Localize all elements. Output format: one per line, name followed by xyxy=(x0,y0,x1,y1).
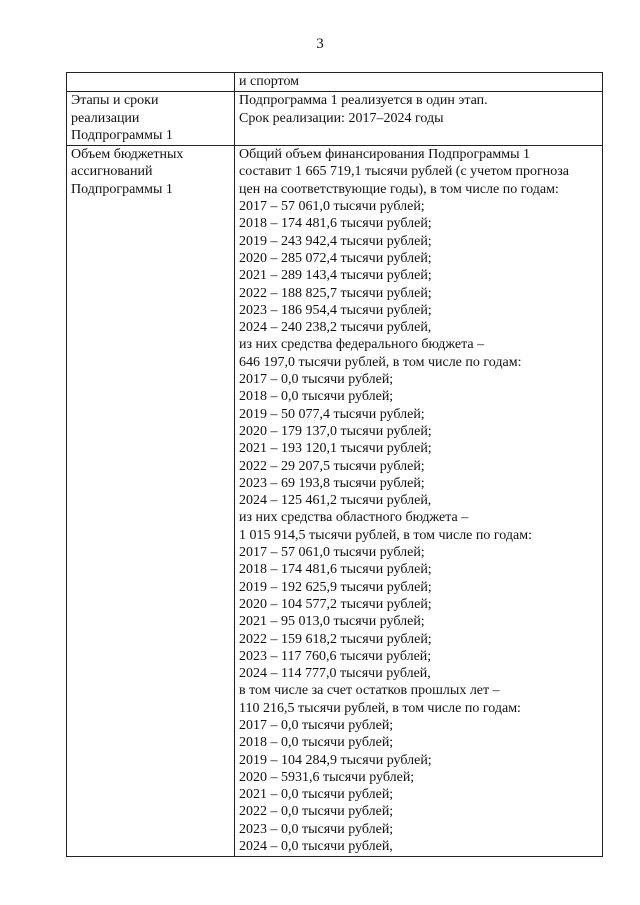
value-line: 2023 – 117 760,6 тысячи рублей; xyxy=(239,648,432,664)
row-label-cell xyxy=(67,146,235,857)
value-line: 2024 – 0,0 тысячи рублей, xyxy=(239,839,393,855)
value-line: 2017 – 0,0 тысячи рублей; xyxy=(239,372,394,388)
table-row xyxy=(67,146,603,857)
program-passport-table xyxy=(66,72,603,857)
value-line: 2021 – 0,0 тысячи рублей; xyxy=(239,787,394,803)
value-line: 2021 – 289 143,4 тысячи рублей; xyxy=(239,268,432,284)
value-line: 2024 – 114 777,0 тысячи рублей, xyxy=(239,666,431,682)
value-line: из них средства областного бюджета – xyxy=(239,510,469,526)
value-line: 2019 – 243 942,4 тысячи рублей; xyxy=(239,233,432,249)
row-value-cell xyxy=(235,92,603,146)
value-line: 2021 – 193 120,1 тысячи рублей; xyxy=(239,441,432,457)
label-line: Подпрограммы 1 xyxy=(71,181,173,197)
value-line: 2022 – 188 825,7 тысячи рублей; xyxy=(239,285,432,301)
row-label-cell xyxy=(67,73,235,92)
value-line: 2022 – 0,0 тысячи рублей; xyxy=(239,804,394,820)
value-line: в том числе за счет остатков прошлых лет – xyxy=(239,683,500,699)
value-line: Общий объем финансирования Подпрограммы 1 xyxy=(239,147,531,163)
label-line: Объем бюджетных xyxy=(71,147,184,163)
value-line: Подпрограмма 1 реализуется в один этап. xyxy=(239,93,488,109)
value-line: 2019 – 192 625,9 тысячи рублей; xyxy=(239,579,432,595)
value-line: 2020 – 179 137,0 тысячи рублей; xyxy=(239,423,432,439)
value-line: из них средства федерального бюджета – xyxy=(239,337,485,353)
label-line: ассигнований xyxy=(71,164,153,180)
table-body xyxy=(67,73,603,857)
value-line: цен на соответствующие годы), в том числе по годам: xyxy=(239,181,559,197)
value-line: 2020 – 5931,6 тысячи рублей; xyxy=(239,769,415,785)
value-line: 2018 – 0,0 тысячи рублей; xyxy=(239,735,394,751)
value-line: 2023 – 0,0 тысячи рублей; xyxy=(239,821,394,837)
row-value-cell xyxy=(235,146,603,857)
value-line: и спортом xyxy=(239,74,300,89)
page-number: 3 xyxy=(316,36,324,52)
value-line: 2023 – 186 954,4 тысячи рублей; xyxy=(239,302,432,318)
value-line: 2020 – 285 072,4 тысячи рублей; xyxy=(239,250,432,266)
value-line: 2019 – 104 284,9 тысячи рублей; xyxy=(239,752,432,768)
value-line: 110 216,5 тысячи рублей, в том числе по годам: xyxy=(239,700,521,716)
value-line: 2019 – 50 077,4 тысячи рублей; xyxy=(239,406,425,422)
value-line: 2022 – 29 207,5 тысячи рублей; xyxy=(239,458,425,474)
value-line: 2017 – 57 061,0 тысячи рублей; xyxy=(239,199,425,215)
value-line: 646 197,0 тысячи рублей, в том числе по годам: xyxy=(239,354,522,370)
value-line: 2017 – 0,0 тысячи рублей; xyxy=(239,717,394,733)
value-line: Срок реализации: 2017–2024 годы xyxy=(239,110,444,126)
table-row xyxy=(67,92,603,146)
value-line: 2017 – 57 061,0 тысячи рублей; xyxy=(239,545,425,561)
value-line: 2018 – 174 481,6 тысячи рублей; xyxy=(239,216,432,232)
row-label-cell xyxy=(67,92,235,146)
label-line: Этапы и сроки xyxy=(71,93,159,109)
label-line: Подпрограммы 1 xyxy=(71,127,173,143)
label-line: реализации xyxy=(71,110,140,126)
value-line: 2024 – 240 238,2 тысячи рублей, xyxy=(239,320,432,336)
value-line: 2024 – 125 461,2 тысячи рублей, xyxy=(239,493,432,509)
value-line: 1 015 914,5 тысячи рублей, в том числе по годам: xyxy=(239,527,532,543)
row-value-cell xyxy=(235,73,603,92)
value-line: 2018 – 0,0 тысячи рублей; xyxy=(239,389,394,405)
value-line: 2018 – 174 481,6 тысячи рублей; xyxy=(239,562,432,578)
value-line: 2021 – 95 013,0 тысячи рублей; xyxy=(239,614,425,630)
table-row xyxy=(67,73,603,92)
value-line: 2022 – 159 618,2 тысячи рублей; xyxy=(239,631,432,647)
value-line: 2020 – 104 577,2 тысячи рублей; xyxy=(239,596,432,612)
value-line: 2023 – 69 193,8 тысячи рублей; xyxy=(239,475,425,491)
value-line: составит 1 665 719,1 тысячи рублей (с учетом прогноза xyxy=(239,164,569,180)
